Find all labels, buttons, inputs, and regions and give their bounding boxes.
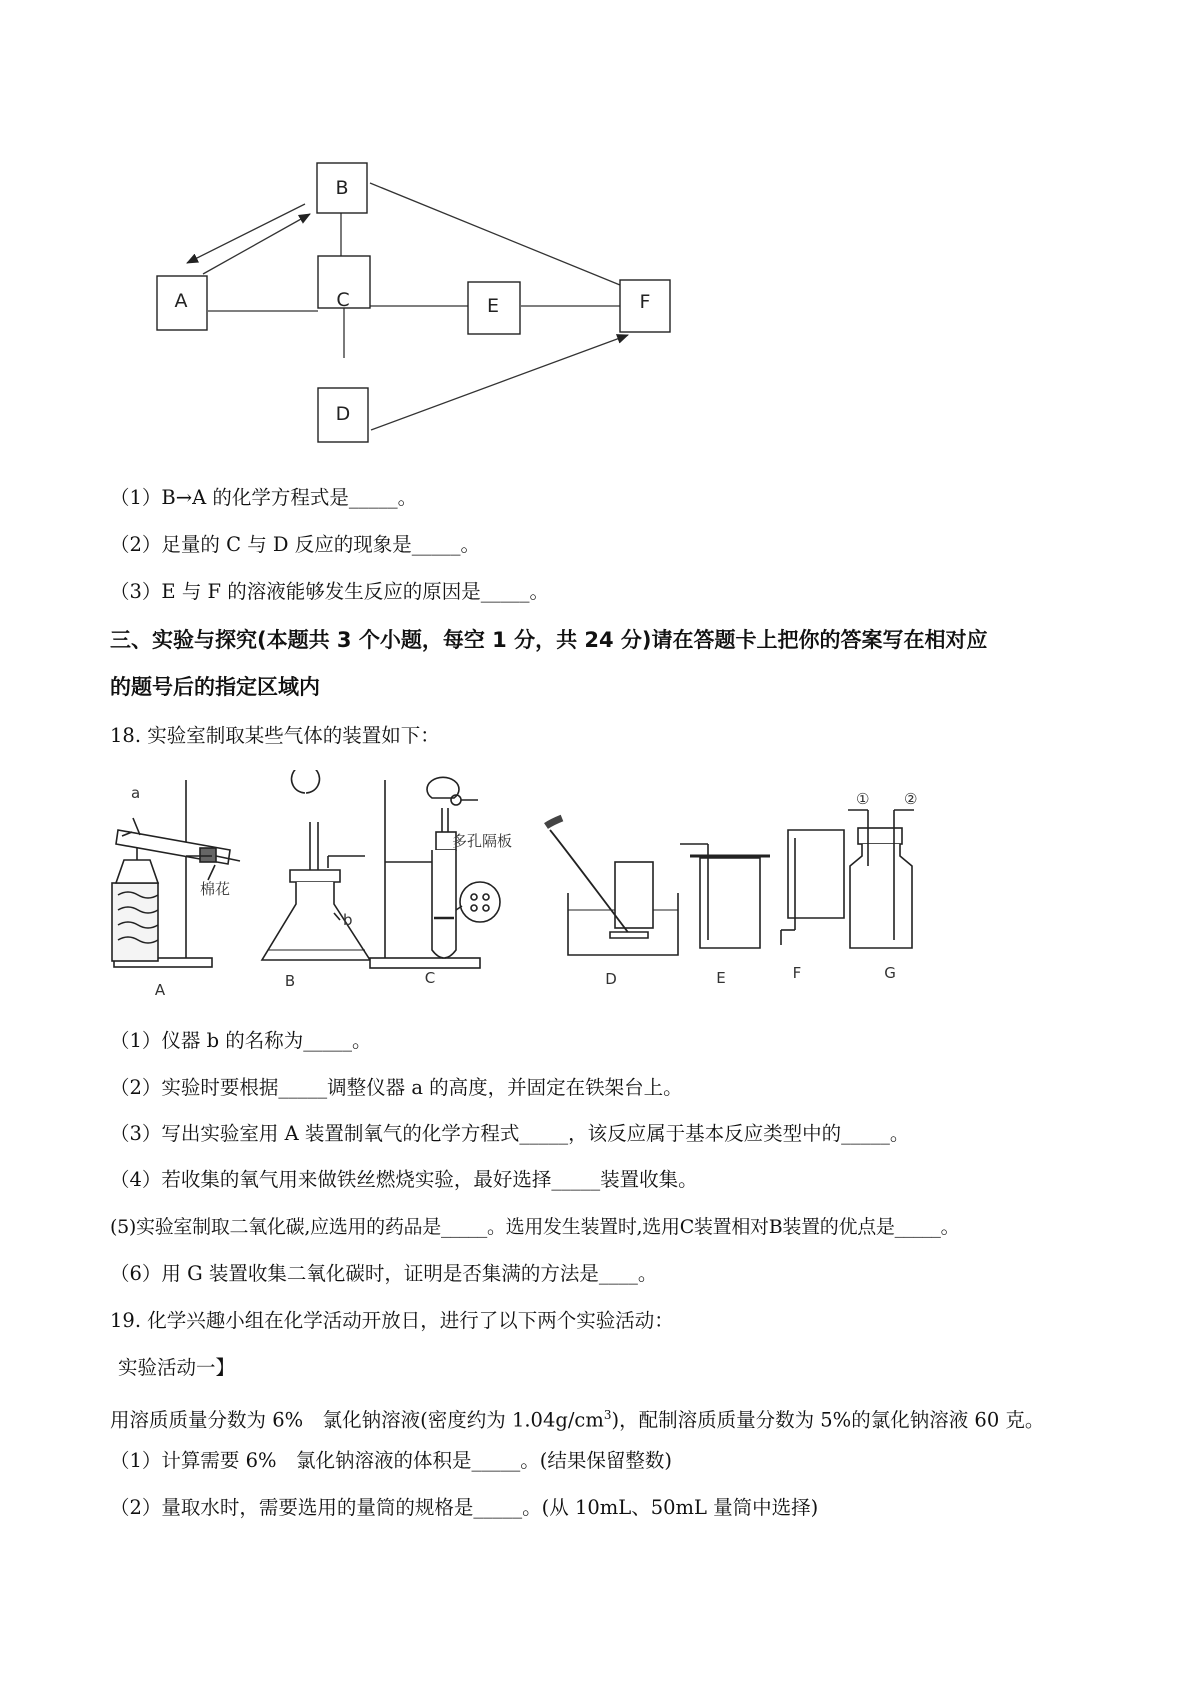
apparatus-e <box>680 844 770 948</box>
apparatus-label-g: G <box>884 964 896 982</box>
q19-intro <box>110 1403 1044 1433</box>
q19-item-1: （1）计算需要 6% 氯化钠溶液的体积是_____。(结果保留整数) <box>110 1449 673 1472</box>
q19-activity1: 实验活动一】 <box>118 1356 236 1379</box>
q18-item-6: （6）用 G 装置收集二氧化碳时，证明是否集满的方法是____。 <box>110 1262 658 1285</box>
label-cotton: 棉花 <box>200 880 231 898</box>
q18-item-3: （3）写出实验室用 A 装置制氧气的化学方程式_____，该反应属于基本反应类型中的_____。 <box>110 1122 910 1145</box>
arrow-a-to-b <box>203 214 310 274</box>
q18-item-2: （2）实验时要根据_____调整仪器 a 的高度，并固定在铁架台上。 <box>110 1076 683 1099</box>
label-port-2: ② <box>904 790 918 808</box>
q18-item-5: (5)实验室制取二氧化碳,应选用的药品是_____。选用发生装置时,选用C装置相对B装置的优点是_____。 <box>110 1216 960 1238</box>
q19-intro-superscript: 3 <box>603 1408 612 1422</box>
node-f-label: F <box>639 291 651 313</box>
apparatus-label-d: D <box>605 970 617 988</box>
lab-apparatus-figure <box>0 770 1200 1000</box>
q17-item-3: （3）E 与 F 的溶液能够发生反应的原因是_____。 <box>110 580 550 603</box>
label-a-instrument: a <box>131 784 141 802</box>
q17-item-2: （2）足量的 C 与 D 反应的现象是_____。 <box>110 533 481 556</box>
apparatus-label-b: B <box>284 972 296 990</box>
label-porous-plate: 多孔隔板 <box>452 832 513 850</box>
q19-intro-text-1: 用溶质质量分数为 6% 氯化钠溶液(密度约为 1.04g/cm <box>110 1408 604 1432</box>
q18-stem: 18. 实验室制取某些气体的装置如下： <box>110 724 440 747</box>
line-b-f <box>370 183 620 285</box>
apparatus-label-a: A <box>154 981 166 999</box>
section3-heading-line2: 的题号后的指定区域内 <box>110 675 320 699</box>
q19-stem: 19. 化学兴趣小组在化学活动开放日，进行了以下两个实验活动： <box>110 1309 674 1332</box>
apparatus-label-f: F <box>792 964 802 982</box>
apparatus-b <box>262 770 370 960</box>
arrow-d-to-f <box>371 335 628 430</box>
q19-item-2: （2）量取水时，需要选用的量筒的规格是_____。(从 10mL、50mL 量筒中选择) <box>110 1496 819 1519</box>
node-e-label: E <box>486 295 500 317</box>
apparatus-a <box>112 780 240 967</box>
section3-heading-line1: 三、实验与探究(本题共 3 个小题，每空 1 分，共 24 分)请在答题卡上把你的答案写在相对应 <box>110 628 988 652</box>
apparatus-label-e: E <box>716 969 726 987</box>
apparatus-d <box>546 818 678 955</box>
q19-intro-text-2: )，配制溶质质量分数为 5%的氯化钠溶液 60 克。 <box>611 1408 1045 1432</box>
node-c-label: C <box>336 289 350 311</box>
apparatus-label-c: C <box>424 969 436 987</box>
q18-item-4: （4）若收集的氧气用来做铁丝燃烧实验，最好选择_____装置收集。 <box>110 1168 698 1191</box>
label-port-1: ① <box>856 790 870 808</box>
arrow-b-to-a <box>187 204 305 263</box>
label-b-instrument: b <box>343 911 353 929</box>
relationship-diagram <box>0 0 1200 460</box>
node-a-label: A <box>174 290 188 312</box>
node-b-label: B <box>335 177 349 199</box>
apparatus-f <box>781 830 844 945</box>
node-d-label: D <box>335 403 351 425</box>
q17-item-1: （1）B→A 的化学方程式是_____。 <box>110 486 418 509</box>
apparatus-c <box>370 777 500 968</box>
apparatus-g <box>848 810 914 948</box>
q18-item-1: （1）仪器 b 的名称为_____。 <box>110 1029 372 1052</box>
